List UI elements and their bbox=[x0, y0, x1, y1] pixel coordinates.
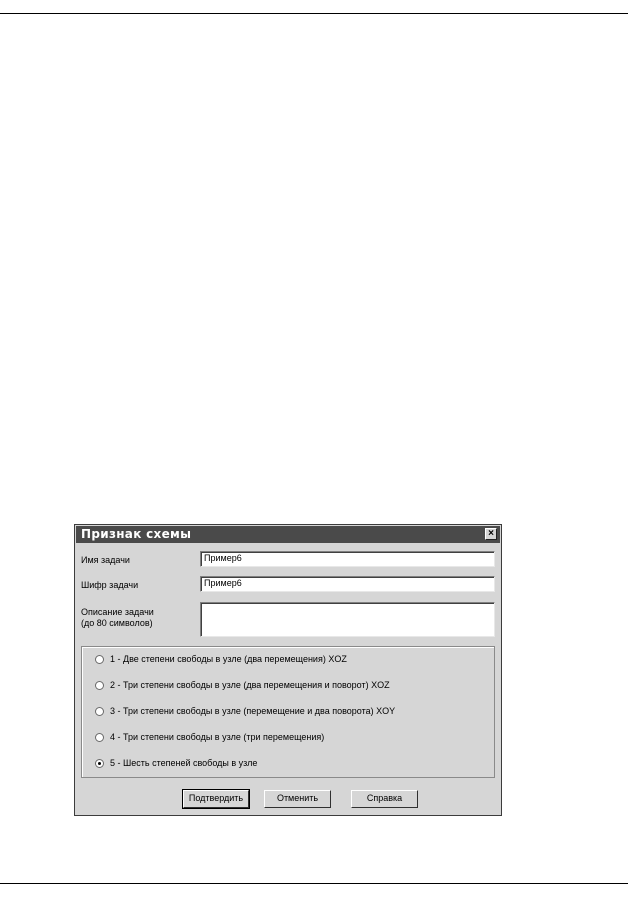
description-label-line1: Описание задачи bbox=[81, 607, 154, 617]
close-icon[interactable]: × bbox=[485, 528, 497, 540]
confirm-button[interactable]: Подтвердить bbox=[183, 790, 249, 808]
page-top-rule bbox=[0, 13, 628, 14]
task-code-label: Шифр задачи bbox=[81, 580, 139, 590]
radio-option-2[interactable] bbox=[95, 681, 104, 690]
task-name-label: Имя задачи bbox=[81, 555, 130, 565]
description-input[interactable] bbox=[200, 602, 495, 637]
dialog-titlebar bbox=[76, 526, 500, 543]
degrees-of-freedom-group bbox=[81, 646, 495, 778]
description-label-line2: (до 80 символов) bbox=[81, 618, 153, 628]
radio-option-4[interactable] bbox=[95, 733, 104, 742]
radio-option-3[interactable] bbox=[95, 707, 104, 716]
task-code-input[interactable]: Пример6 bbox=[200, 576, 495, 592]
scheme-attribute-dialog bbox=[74, 524, 502, 816]
option-3-label: 3 - Три степени свободы в узле (перемещение и два поворота) XOY bbox=[110, 706, 396, 716]
task-name-input[interactable]: Пример6 bbox=[200, 551, 495, 567]
radio-option-5[interactable] bbox=[95, 759, 104, 768]
page-bottom-rule bbox=[0, 883, 628, 884]
help-button[interactable]: Справка bbox=[351, 790, 418, 808]
option-2-label: 2 - Три степени свободы в узле (два перемещения и поворот) XOZ bbox=[110, 680, 390, 690]
option-1-label: 1 - Две степени свободы в узле (два перемещения) XOZ bbox=[110, 654, 347, 664]
cancel-button[interactable]: Отменить bbox=[264, 790, 331, 808]
dialog-title: Признак схемы bbox=[81, 527, 192, 541]
option-5-label: 5 - Шесть степеней свободы в узле bbox=[110, 758, 258, 768]
radio-option-1[interactable] bbox=[95, 655, 104, 664]
option-4-label: 4 - Три степени свободы в узле (три перемещения) bbox=[110, 732, 325, 742]
